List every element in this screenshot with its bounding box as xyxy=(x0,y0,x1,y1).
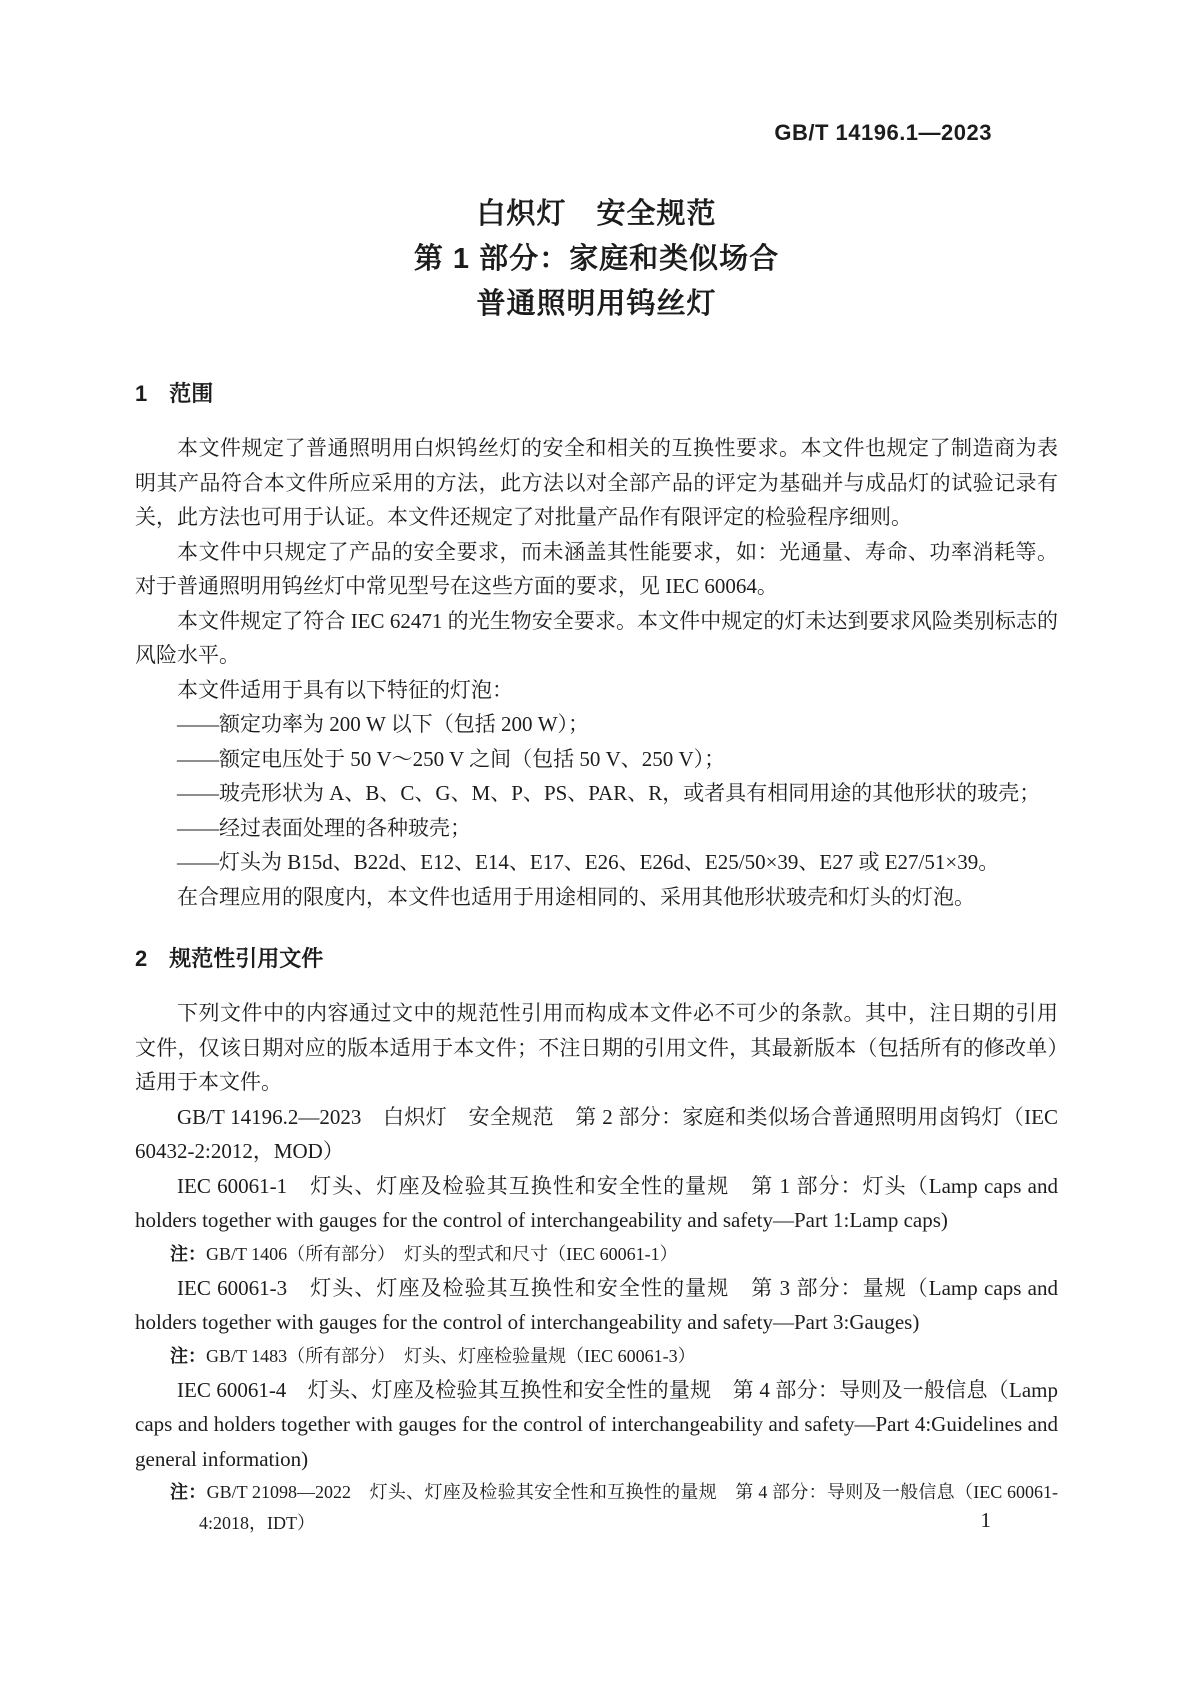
list-item: ——额定功率为 200 W 以下（包括 200 W）； xyxy=(177,712,590,736)
list-item: ——玻壳形状为 A、B、C、G、M、P、PS、PAR、R，或者具有相同用途的其他形状的玻壳； xyxy=(177,781,1041,805)
list-item: ——经过表面处理的各种玻壳； xyxy=(177,815,471,840)
paragraph: 在合理应用的限度内，本文件也适用于用途相同的、采用其他形状玻壳和灯头的灯泡。 xyxy=(177,884,975,909)
reference-note xyxy=(135,1477,1058,1539)
note-label: 注： xyxy=(170,1345,206,1366)
reference-entry: GB/T 14196.2—2023 白炽灯 安全规范 第 2 部分：家庭和类似场合普通照明用卤钨灯（IEC 60432-2:2012，MOD） xyxy=(135,1104,1058,1163)
list-item: ——灯头为 B15d、B22d、E12、E14、E17、E26、E26d、E25/50×39、E27 或 E27/51×39。 xyxy=(177,850,1000,874)
section-normative-references xyxy=(135,944,1058,1539)
reference-note xyxy=(135,1341,1058,1372)
note-text: GB/T 1483（所有部分） 灯头、灯座检验量规（IEC 60061-3） xyxy=(206,1345,696,1366)
reference-note xyxy=(135,1239,1058,1270)
note-text: GB/T 1406（所有部分） 灯头的型式和尺寸（IEC 60061-1） xyxy=(206,1243,678,1264)
reference-entry: IEC 60061-1 灯头、灯座及检验其互换性和安全性的量规 第 1 部分：灯头（Lamp caps and holders together with gauges for the control of interchangeability and safety—Part 1:Lamp caps) xyxy=(135,1173,1058,1232)
section-2-heading: 2 规范性引用文件 xyxy=(135,946,324,971)
page-number: 1 xyxy=(980,1508,991,1532)
list-item: ——额定电压处于 50 V～250 V 之间（包括 50 V、250 V）； xyxy=(177,746,726,771)
title-line-3: 普通照明用钨丝灯 xyxy=(476,288,717,320)
reference-entry: IEC 60061-4 灯头、灯座及检验其互换性和安全性的量规 第 4 部分：导则及一般信息（Lamp caps and holders together with gauges for the control of interchangeability and safety—Part 4:Guidelines and general information) xyxy=(135,1377,1058,1471)
section-scope xyxy=(135,379,1058,914)
paragraph: 本文件中只规定了产品的安全要求，而未涵盖其性能要求，如：光通量、寿命、功率消耗等。对于普通照明用钨丝灯中常见型号在这些方面的要求，见 IEC 60064。 xyxy=(135,539,1058,598)
note-label: 注： xyxy=(170,1243,206,1264)
doc-header xyxy=(135,120,1058,146)
section-1-heading: 1 范围 xyxy=(135,381,214,406)
paragraph: 下列文件中的内容通过文中的规范性引用而构成本文件必不可少的条款。其中，注日期的引用文件，仅该日期对应的版本适用于本文件；不注日期的引用文件，其最新版本（包括所有的修改单）适用于本文件。 xyxy=(135,1001,1058,1094)
title-line-1: 白炽灯 安全规范 xyxy=(476,198,717,230)
title-line-2: 第 1 部分：家庭和类似场合 xyxy=(413,243,780,275)
document-title xyxy=(135,192,1058,327)
paragraph: 本文件适用于具有以下特征的灯泡： xyxy=(177,677,513,702)
note-text: GB/T 21098—2022 灯头、灯座及检验其安全性和互换性的量规 第 4 部分：导则及一般信息（IEC 60061-4:2018，IDT） xyxy=(199,1482,1059,1533)
paragraph: 本文件规定了普通照明用白炽钨丝灯的安全和相关的互换性要求。本文件也规定了制造商为表明其产品符合本文件所应采用的方法，此方法以对全部产品的评定为基础并与成品灯的试验记录有关，此方法也可用于认证。本文件还规定了对批量产品作有限评定的检验程序细则。 xyxy=(135,436,1058,529)
standard-number: GB/T 14196.1—2023 xyxy=(774,120,992,145)
paragraph: 本文件规定了符合 IEC 62471 的光生物安全要求。本文件中规定的灯未达到要求风险类别标志的风险水平。 xyxy=(135,608,1058,667)
note-label: 注： xyxy=(170,1482,207,1502)
reference-entry: IEC 60061-3 灯头、灯座及检验其互换性和安全性的量规 第 3 部分：量规（Lamp caps and holders together with gauges for the control of interchangeability and safety—Part 3:Gauges) xyxy=(135,1275,1058,1334)
